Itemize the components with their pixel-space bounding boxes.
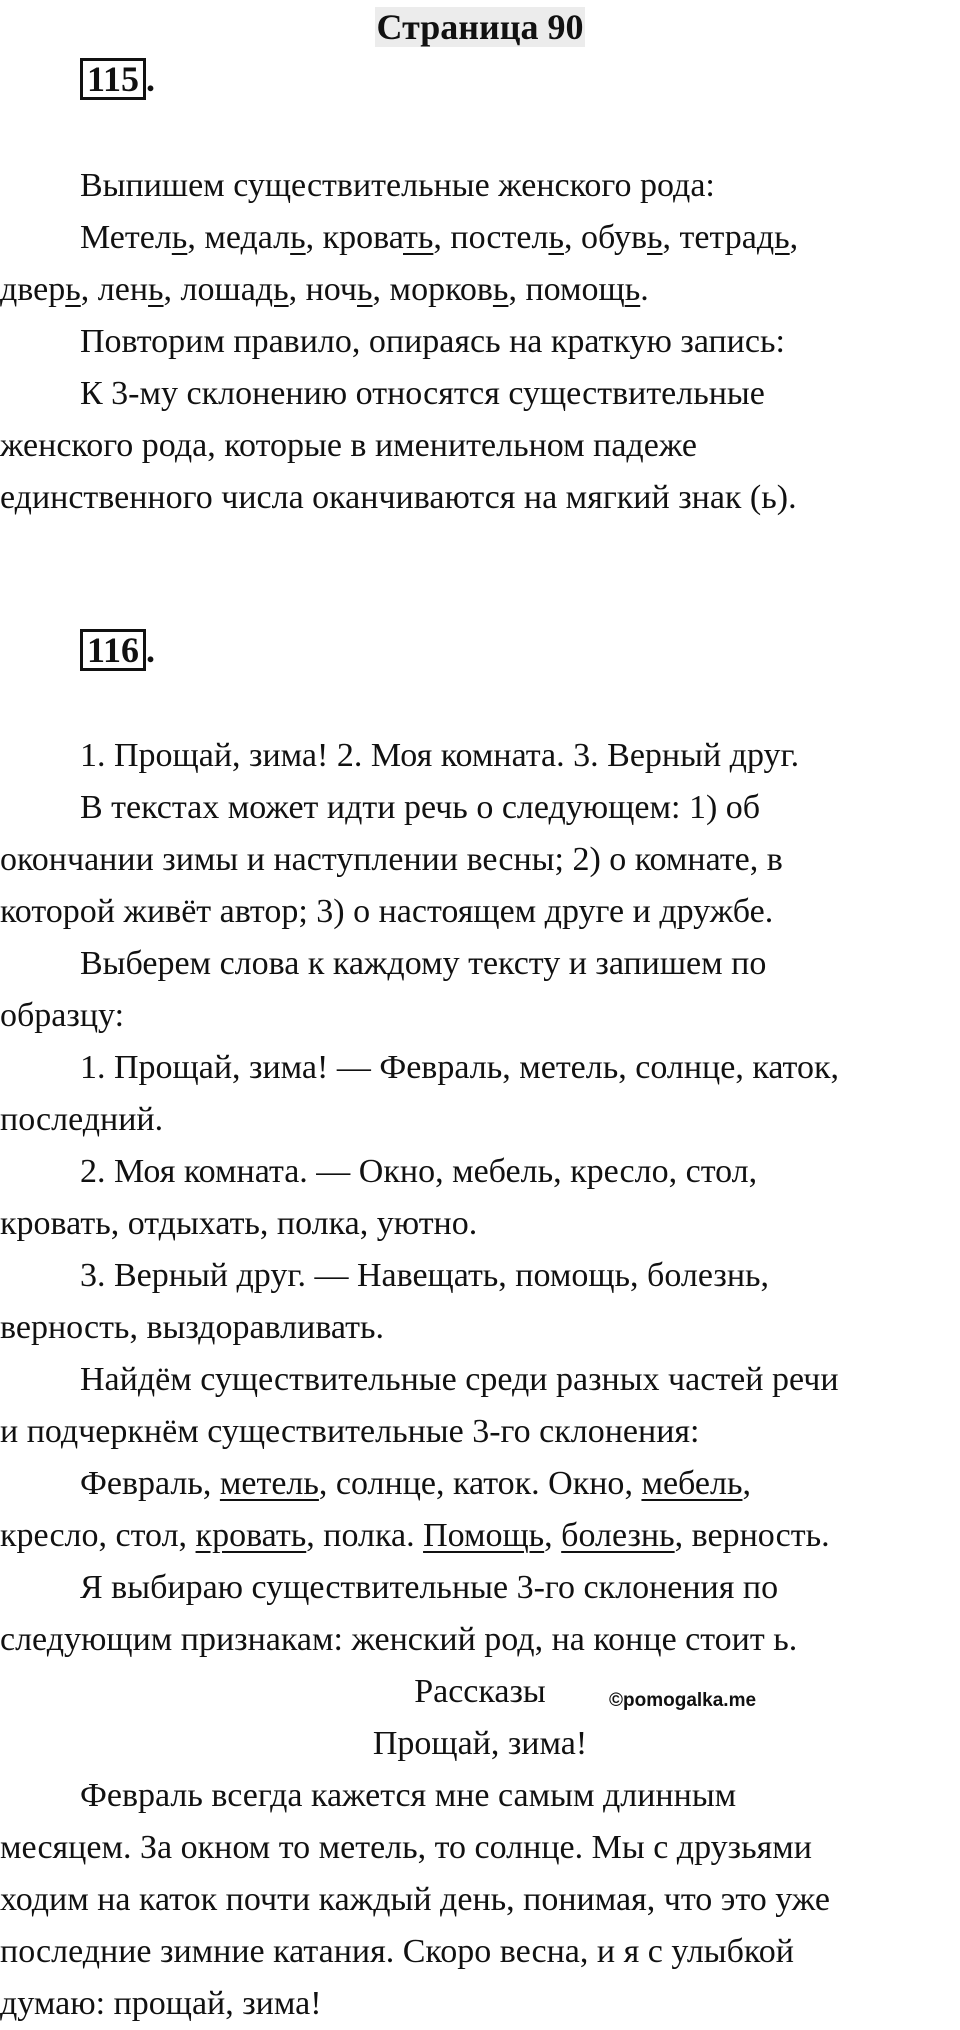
task-116-number: 116 .	[80, 629, 155, 671]
underlined-noun: кровать	[195, 1517, 307, 1554]
noun: верность	[691, 1517, 822, 1554]
word-separator: ,	[372, 271, 390, 308]
word-stem: помощ	[525, 271, 625, 308]
task-115-body	[0, 160, 960, 524]
noun: Февраль	[80, 1465, 203, 1502]
word-separator: ,	[178, 1517, 196, 1554]
word-separator: ,	[544, 1517, 562, 1554]
word-ending: ь	[290, 219, 306, 256]
word-ending: ь	[624, 271, 641, 308]
task-115-rule-line: женского рода, которые в именительном падеже	[0, 427, 697, 464]
word-ending: ь	[171, 219, 188, 256]
noun: солнце	[335, 1465, 436, 1502]
task-116-find-line: и подчеркнём существительные 3-го склонения:	[0, 1413, 700, 1450]
word-separator: ,	[163, 271, 181, 308]
story-line: Февраль всегда кажется мне самым длинным	[80, 1777, 737, 1814]
task-number-box: 115	[80, 58, 146, 100]
noun: каток	[453, 1465, 532, 1502]
underlined-noun: Помощь	[423, 1517, 545, 1554]
word-ending: ь	[65, 271, 81, 308]
word-separator: .	[406, 1517, 424, 1554]
task-116-nouns-line-2	[0, 1510, 960, 1562]
word-stem: лоша	[180, 271, 256, 308]
task-116-group-3-cont: верность, выздоравливать.	[0, 1309, 384, 1346]
word-ending: ь	[548, 219, 564, 256]
word-ending: ь	[647, 219, 663, 256]
word-stem: обув	[580, 219, 648, 256]
task-115-rule-intro: Повторим правило, опираясь на краткую запись:	[80, 323, 785, 360]
task-116-nouns-line-1	[0, 1458, 960, 1510]
word-separator: .	[640, 271, 649, 308]
task-116-group-2: 2. Моя комната. — Окно, мебель, кресло, стол,	[80, 1153, 758, 1190]
word-separator: ,	[433, 219, 451, 256]
underlined-noun: мебель	[641, 1465, 743, 1502]
task-number-box: 116	[80, 629, 146, 671]
word-separator: ,	[563, 219, 581, 256]
task-116-topics-line: которой живёт автор; 3) о настоящем друге и дружбе.	[0, 893, 774, 930]
task-116-choose-line: Выберем слова к каждому тексту и запишем по	[80, 945, 767, 982]
noun: Окно	[548, 1465, 625, 1502]
noun: кресло	[0, 1517, 99, 1554]
task-116-find-line: Найдём существительные среди разных частей речи	[80, 1361, 839, 1398]
story-line: месяцем. За окном то метель, то солнце. Мы с друзьями	[0, 1829, 812, 1866]
story-line: последние зимние катания. Скоро весна, и я с улыбкой	[0, 1933, 794, 1970]
task-116-topics-line: окончании зимы и наступлении весны; 2) о комнате, в	[0, 841, 783, 878]
task-115-number: 115 .	[80, 58, 155, 100]
word-stem: морков	[389, 271, 493, 308]
word-ending: ь	[492, 271, 509, 308]
word-separator: ,	[306, 1517, 324, 1554]
task-116-criteria-line: следующим признакам: женский род, на конце стоит ь.	[0, 1621, 798, 1658]
task-116-group-1-cont: последний.	[0, 1101, 164, 1138]
word-separator: ,	[202, 1465, 220, 1502]
underlined-noun: болезнь	[561, 1517, 675, 1554]
word-separator: ,	[436, 1465, 453, 1502]
noun: полка	[323, 1517, 407, 1554]
word-separator: ,	[742, 1465, 751, 1502]
word-stem: двер	[0, 271, 66, 308]
word-ending: дь	[255, 271, 289, 308]
page-title-text: Страница 90	[376, 7, 584, 47]
word-stem: Метел	[80, 219, 172, 256]
word-separator: ,	[98, 1517, 116, 1554]
task-116-group-1: 1. Прощай, зима! — Февраль, метель, солнце, каток,	[80, 1049, 839, 1086]
story-line: ходим на каток почти каждый день, понимая, что это уже	[0, 1881, 830, 1918]
word-ending: дь	[756, 219, 790, 256]
word-separator: ,	[305, 219, 323, 256]
noun: стол	[115, 1517, 179, 1554]
word-ending: ь	[357, 271, 373, 308]
word-separator: ,	[624, 1465, 642, 1502]
word-separator: ,	[508, 271, 526, 308]
underlined-noun: метель	[219, 1465, 319, 1502]
task-116-group-2-cont: кровать, отдыхать, полка, уютно.	[0, 1205, 478, 1242]
task-116-group-3: 3. Верный друг. — Навещать, помощь, болезнь,	[80, 1257, 770, 1294]
word-stem: тетра	[679, 219, 757, 256]
task-116-choose-line: образцу:	[0, 997, 125, 1034]
task-116-criteria-line: Я выбираю существительные 3-го склонения по	[80, 1569, 779, 1606]
task-115-rule-line: К 3-му склонению относятся существительные	[80, 375, 765, 412]
word-stem: крова	[322, 219, 403, 256]
task-115-rule-line: единственного числа оканчиваются на мягкий знак (ь).	[0, 479, 797, 516]
word-separator: ,	[187, 219, 205, 256]
word-ending: ть	[403, 219, 434, 256]
story-title: Прощай, зима!	[372, 1725, 588, 1762]
word-stem: лен	[97, 271, 149, 308]
task-116-topics-line: В текстах может идти речь о следующем: 1) об	[80, 789, 761, 826]
task-115-words-line-1	[0, 212, 960, 264]
word-separator: ,	[80, 271, 98, 308]
word-stem: ноч	[305, 271, 358, 308]
task-115-intro: Выпишем существительные женского рода:	[80, 167, 715, 204]
word-separator: ,	[674, 1517, 692, 1554]
word-separator: .	[821, 1517, 830, 1554]
word-stem: постел	[450, 219, 549, 256]
word-separator: ,	[789, 219, 799, 256]
story-line: думаю: прощай, зима!	[0, 1985, 322, 2022]
page-title	[0, 4, 960, 50]
task-116-titles: 1. Прощай, зима! 2. Моя комната. 3. Верный друг.	[80, 737, 800, 774]
word-separator: .	[531, 1465, 549, 1502]
task-116-body	[0, 730, 960, 2030]
word-separator: ,	[288, 271, 306, 308]
word-separator: ,	[662, 219, 680, 256]
word-separator: ,	[318, 1465, 336, 1502]
stories-heading: Рассказы	[414, 1673, 546, 1710]
task-115-words-line-2	[0, 264, 960, 316]
word-ending: ь	[148, 271, 164, 308]
word-stem: медал	[204, 219, 291, 256]
watermark: ©pomogalka.me	[609, 1690, 757, 1711]
